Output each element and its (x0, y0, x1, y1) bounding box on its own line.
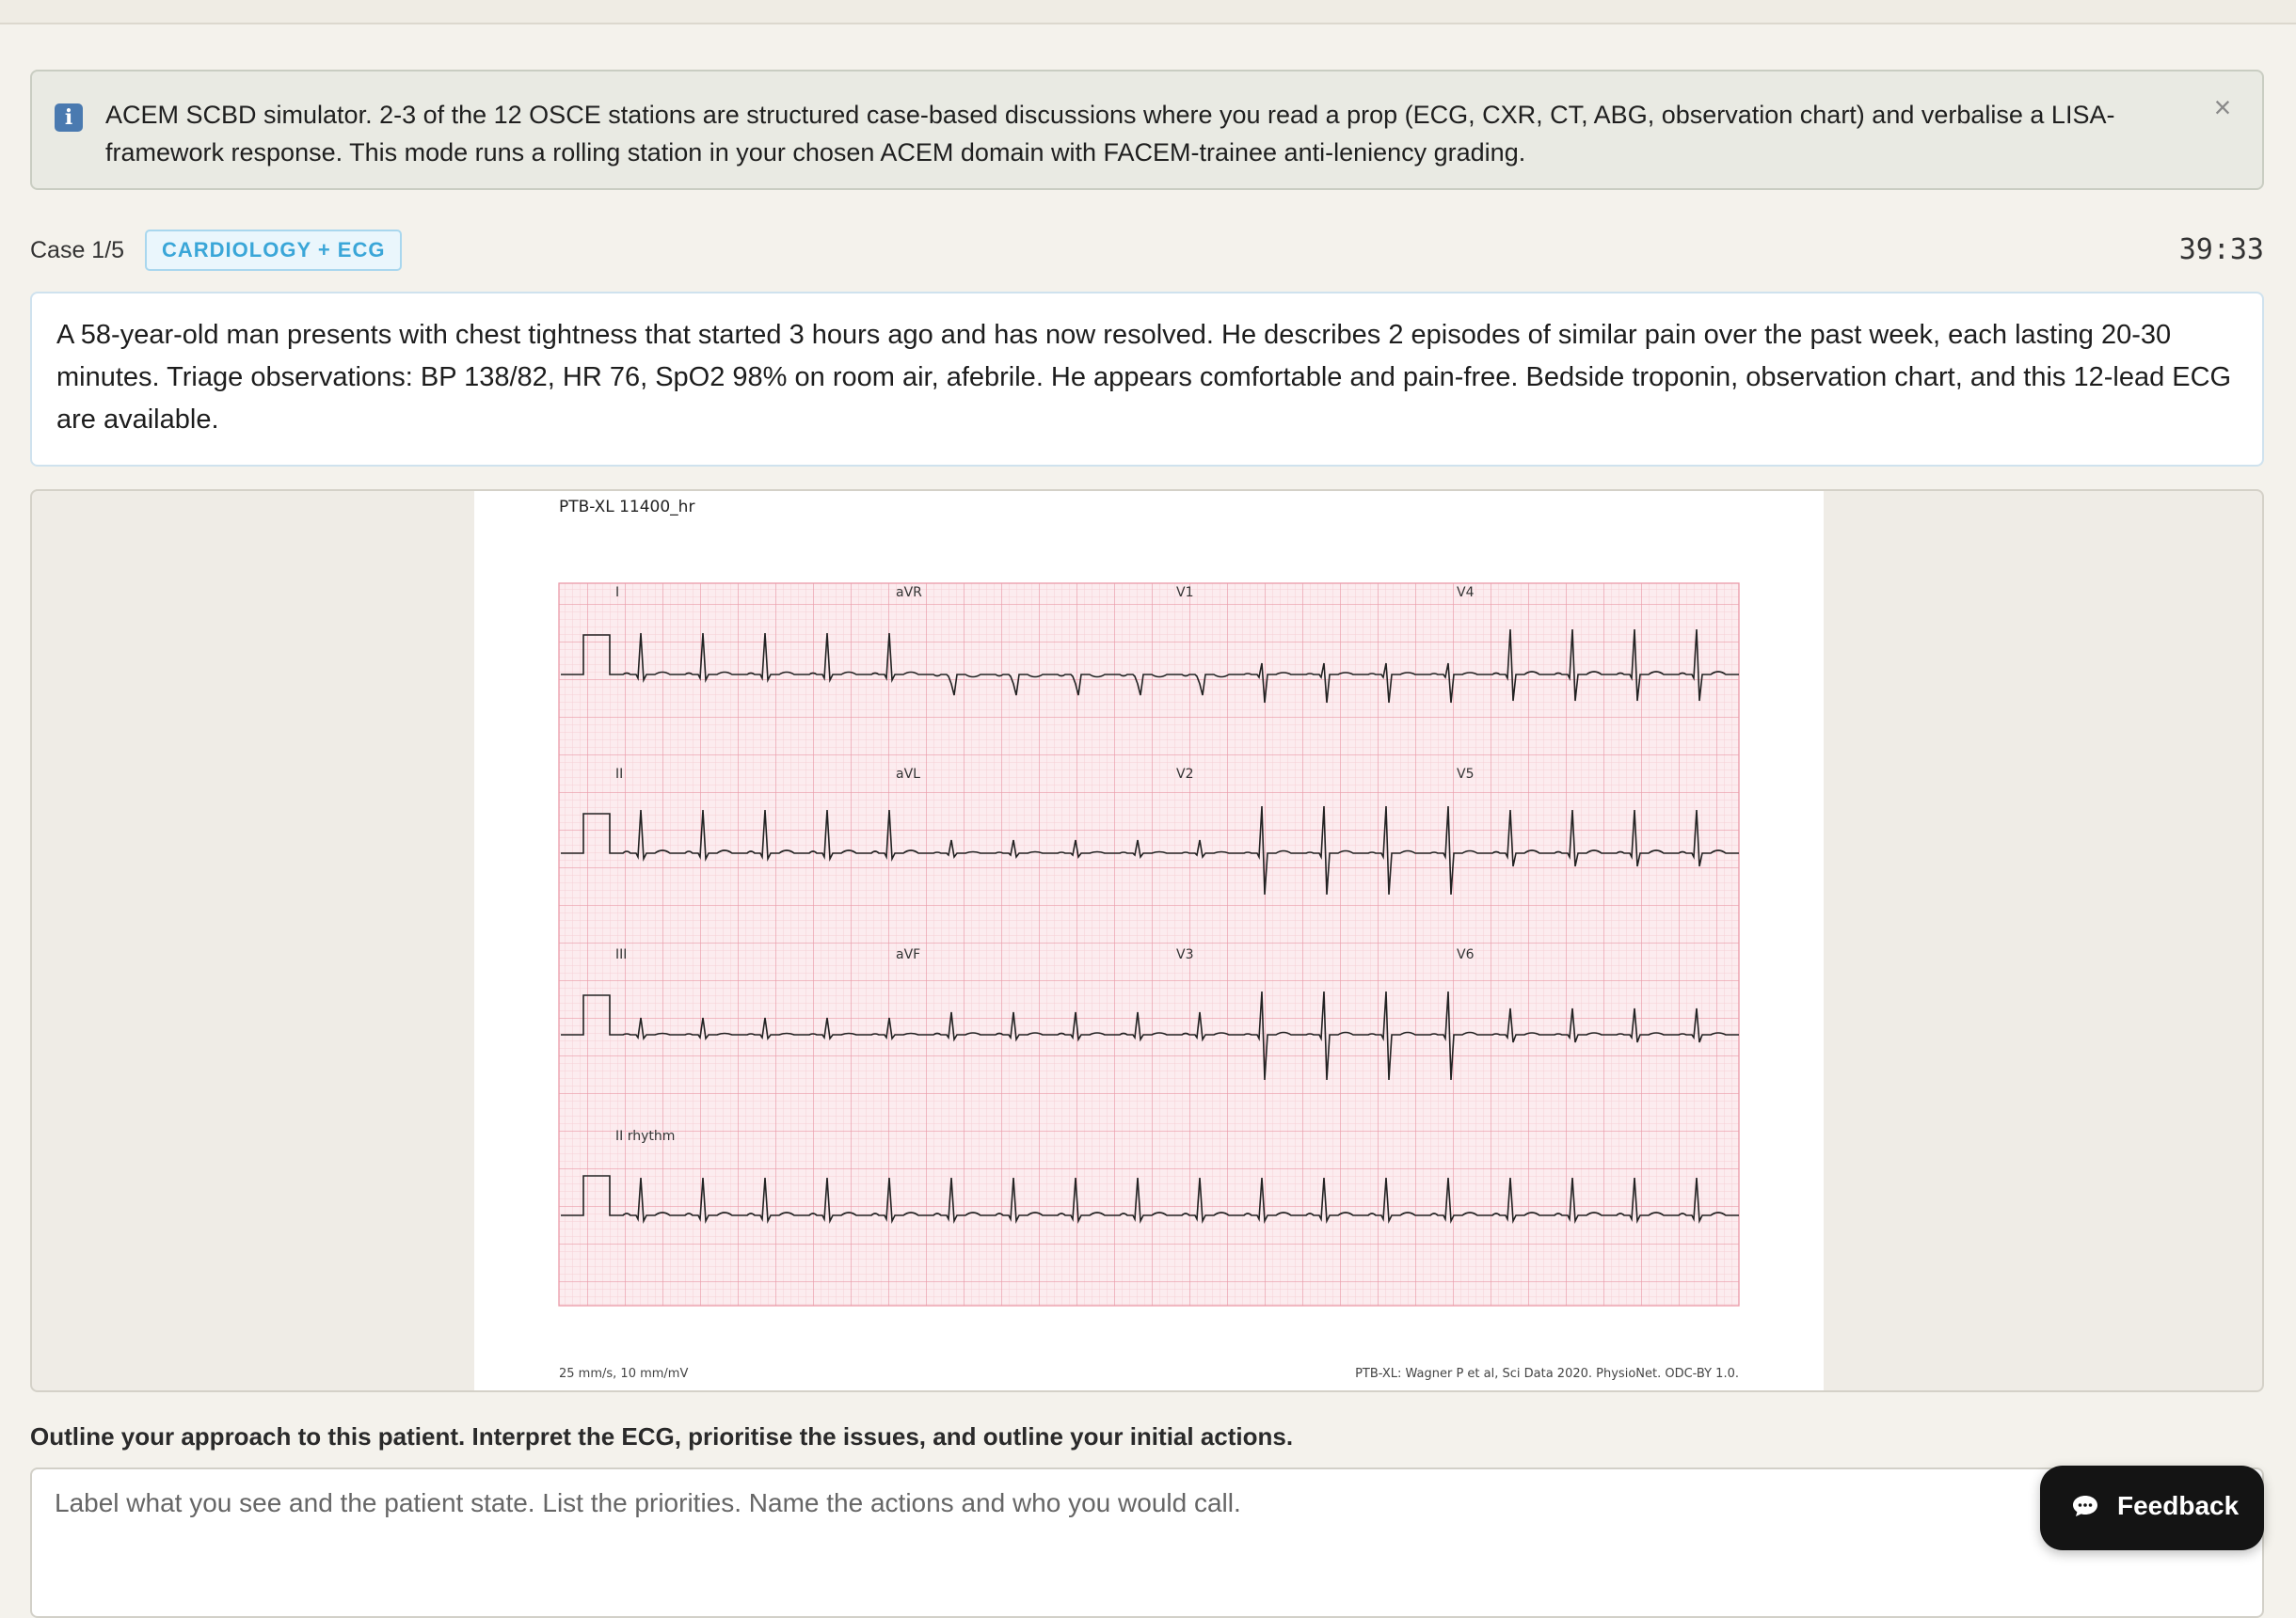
station-question: Outline your approach to this patient. Interpret the ECG, prioritise the issues, and outline your initial actions. (30, 1422, 1294, 1451)
case-vignette: A 58-year-old man presents with chest tightness that started 3 hours ago and has now resolved. He describes 2 episodes of similar pain over the past week, each lasting 20-30 minutes. Triage observations: BP 138/82, HR 76, SpO2 98% on room air, afebrile. He appears comfortable and pain-free. Bedside troponin, observation chart, and this 12-lead ECG are available. (30, 292, 2264, 467)
chat-bubble-icon (2072, 1495, 2098, 1517)
lead-label: aVL (896, 767, 920, 782)
answer-input[interactable] (30, 1467, 2264, 1618)
lead-label: V6 (1457, 947, 1475, 962)
ecg-svg (474, 491, 1824, 1392)
station-timer: 39:33 (2178, 233, 2264, 266)
top-bar (0, 0, 2296, 24)
ecg-grid (559, 583, 1739, 1306)
info-icon: i (55, 103, 83, 132)
domain-badge: CARDIOLOGY + ECG (145, 230, 402, 271)
lead-label: II (615, 767, 624, 782)
lead-label: aVR (896, 585, 922, 600)
lead-label: V3 (1176, 947, 1194, 962)
feedback-label: Feedback (2117, 1491, 2240, 1520)
info-banner-text: ACEM SCBD simulator. 2-3 of the 12 OSCE stations are structured case-based discussions where you read a prop (ECG, CXR, CT, ABG, observation chart) and verbalise a LISA-framework response. This mode runs a rolling station in your chosen ACEM domain with FACEM-trainee anti-leniency grading. (105, 101, 2115, 167)
lead-label: V1 (1176, 585, 1194, 600)
rhythm-lead-label: II rhythm (615, 1129, 676, 1144)
close-banner-button[interactable]: × (2213, 90, 2232, 124)
case-counter: Case 1/5 (30, 237, 125, 263)
lead-label: V2 (1176, 767, 1194, 782)
lead-label: V4 (1457, 585, 1475, 600)
lead-label: I (615, 585, 620, 600)
case-header (30, 230, 2264, 271)
lead-label: V5 (1457, 767, 1475, 782)
ecg-credit: PTB-XL: Wagner P et al, Sci Data 2020. PhysioNet. ODC-BY 1.0. (1355, 1367, 1739, 1381)
ecg-record-id: PTB-XL 11400_hr (559, 498, 695, 516)
ecg-speed-gain: 25 mm/s, 10 mm/mV (559, 1367, 689, 1381)
lead-label: aVF (896, 947, 921, 962)
feedback-button[interactable] (2040, 1466, 2264, 1550)
ecg-prop-panel (30, 489, 2264, 1392)
lead-label: III (615, 947, 628, 962)
ecg-image (474, 491, 1824, 1392)
info-banner (30, 70, 2264, 190)
